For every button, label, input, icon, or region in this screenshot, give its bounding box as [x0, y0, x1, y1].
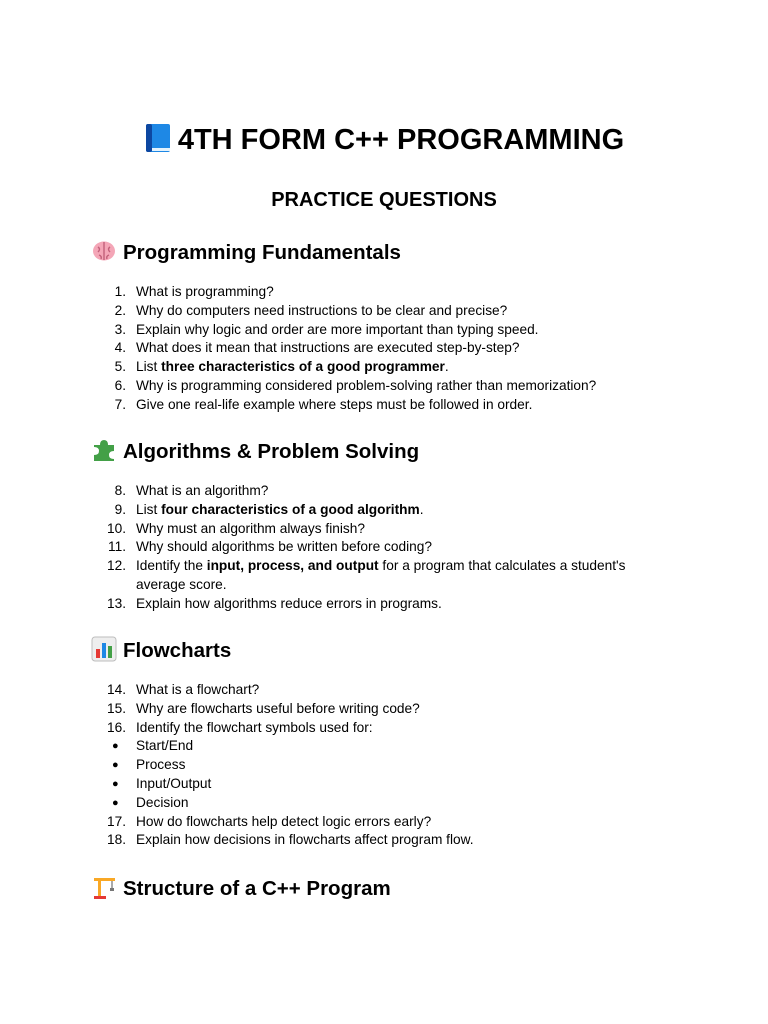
bullet-icon: ●: [112, 759, 119, 772]
item-number: 14.: [106, 682, 126, 697]
item-text: Identify the: [136, 558, 207, 574]
item-text: Why do computers need instructions to be clear and precise?: [136, 302, 508, 318]
section-heading-text: Algorithms & Problem Solving: [123, 440, 420, 463]
question-list-fundamentals: [0, 283, 768, 415]
list-item: [0, 813, 768, 832]
item-text: What is an algorithm?: [136, 483, 269, 498]
item-number: 7.: [114, 396, 126, 412]
item-number: 9.: [114, 501, 126, 517]
item-bold-text: input, process, and output: [206, 558, 379, 574]
item-text: Why is programming considered problem-solving rather than memorization?: [136, 377, 597, 393]
item-number: 5.: [114, 359, 126, 375]
item-number: 8.: [114, 483, 126, 498]
item-text: What does it mean that instructions are executed step-by-step?: [136, 340, 520, 356]
list-item: [0, 794, 768, 813]
item-text: Explain how decisions in flowcharts affect program flow.: [136, 832, 474, 848]
section-heading-flowcharts: [91, 636, 231, 665]
item-text: List: [136, 501, 162, 517]
item-text-end: for a program that calculates a student's average score.: [136, 558, 626, 592]
page-title-text: 4TH FORM C++ PROGRAMMING: [177, 124, 625, 156]
bar-chart-icon: [91, 636, 117, 662]
list-item: [0, 756, 768, 775]
item-text: Process: [136, 757, 186, 773]
list-item: [0, 302, 768, 321]
item-number: 15.: [106, 700, 126, 716]
list-item: [0, 831, 768, 850]
list-item: [0, 595, 768, 614]
list-item: [0, 520, 768, 539]
list-item: [0, 358, 768, 377]
list-item: [0, 719, 768, 738]
blue-book-icon: [144, 122, 172, 154]
page-subtitle: PRACTICE QUESTIONS: [271, 189, 497, 211]
item-number: 11.: [107, 539, 126, 555]
item-text: Explain how algorithms reduce errors in programs.: [136, 595, 442, 611]
item-text: Why must an algorithm always finish?: [136, 520, 365, 536]
list-item: [0, 700, 768, 719]
section-heading-algorithms: [91, 437, 419, 466]
item-number: 13.: [106, 595, 126, 611]
item-number: 6.: [114, 377, 126, 393]
list-item: [0, 377, 768, 396]
item-number: 4.: [114, 340, 126, 356]
list-item: [0, 321, 768, 340]
question-list-algorithms: [0, 482, 768, 614]
brain-icon: [91, 238, 117, 264]
question-list-flowcharts: [0, 681, 768, 850]
item-number: 12.: [106, 558, 126, 574]
section-heading-text: Structure of a C++ Program: [123, 877, 391, 900]
puzzle-icon: [91, 437, 117, 463]
item-text: Start/End: [136, 738, 194, 754]
item-text: Decision: [136, 794, 189, 810]
item-number: 16.: [106, 719, 126, 735]
section-heading-fundamentals: [91, 238, 401, 267]
item-text: Why are flowcharts useful before writing code?: [136, 700, 420, 716]
item-text: How do flowcharts help detect logic errors early?: [136, 813, 432, 829]
list-item: [0, 538, 768, 557]
item-text: Give one real-life example where steps must be followed in order.: [136, 396, 533, 412]
item-number: 1.: [114, 284, 126, 299]
item-number: 17.: [106, 813, 126, 829]
item-text-end: .: [444, 359, 449, 375]
list-item: [0, 681, 768, 700]
item-text: List: [136, 359, 162, 375]
item-number: 2.: [114, 302, 126, 318]
section-heading-structure: [91, 874, 391, 903]
item-number: 3.: [114, 321, 126, 337]
item-text: Explain why logic and order are more important than typing speed.: [136, 321, 539, 337]
item-bold-text: three characteristics of a good programmer: [161, 359, 445, 375]
list-item: [0, 775, 768, 794]
list-item: [0, 501, 768, 520]
item-number: 18.: [106, 832, 126, 848]
item-number: 10.: [106, 520, 126, 536]
list-item: [0, 283, 768, 302]
bullet-icon: ●: [112, 740, 119, 753]
list-item: [0, 396, 768, 415]
crane-icon: [91, 874, 117, 900]
list-item: [0, 482, 768, 501]
item-text: What is programming?: [136, 284, 274, 299]
page-title: [0, 118, 768, 162]
list-item: [0, 339, 768, 358]
item-text: Input/Output: [136, 775, 212, 791]
list-item: [0, 737, 768, 756]
item-text-end: .: [419, 501, 424, 517]
item-text: Identify the flowchart symbols used for:: [136, 719, 373, 735]
list-item: [0, 557, 768, 595]
section-heading-text: Flowcharts: [123, 639, 232, 662]
section-heading-text: Programming Fundamentals: [123, 241, 401, 264]
item-bold-text: four characteristics of a good algorithm: [161, 501, 420, 517]
item-text: Why should algorithms be written before coding?: [136, 539, 432, 555]
bullet-icon: ●: [112, 777, 119, 790]
item-text: What is a flowchart?: [136, 682, 260, 697]
bullet-icon: ●: [112, 796, 119, 809]
